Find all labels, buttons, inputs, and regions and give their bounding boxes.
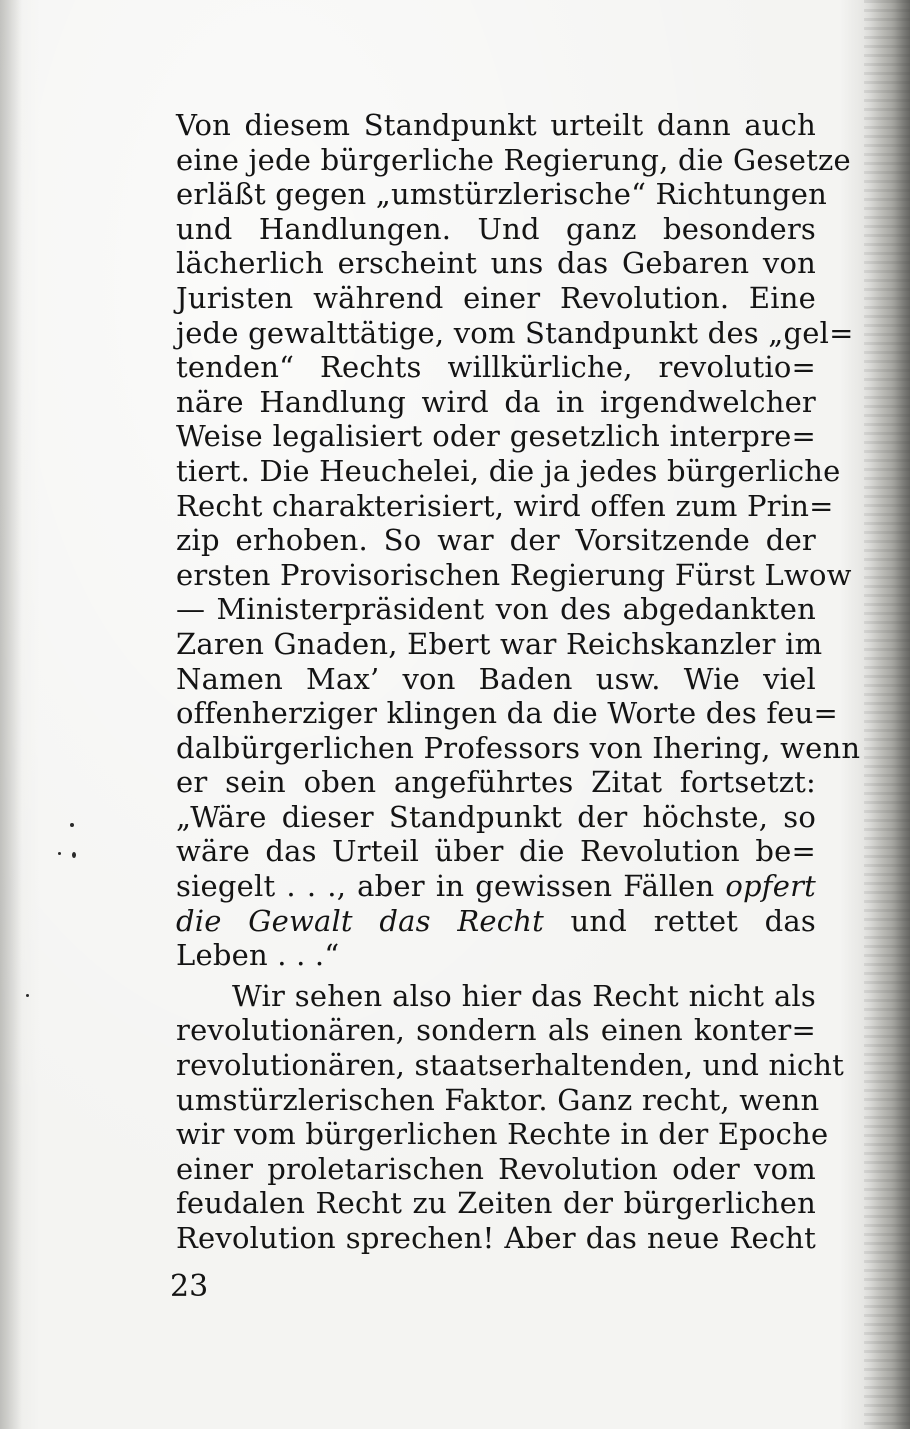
- text-line: erläßt gegen „umstürzlerische“ Richtungen: [176, 177, 827, 212]
- text-line: lächerlich erscheint uns das Gebaren von: [176, 246, 816, 281]
- text-line: Recht charakterisiert, wird offen zum Prin=: [176, 488, 834, 523]
- text-line: jede gewalttätige, vom Standpunkt des „gel=: [176, 315, 854, 350]
- page-right-edge: [864, 0, 910, 1429]
- text-line: wäre das Urteil über die Revolution be=: [176, 834, 816, 869]
- text-line: — Ministerpräsident von des abgedankten: [176, 592, 816, 627]
- text-line: Juristen während einer Revolution. Eine: [176, 280, 816, 315]
- text-line: umstürzlerischen Faktor. Ganz recht, wenn: [176, 1082, 820, 1117]
- text-line-with-emphasis: [176, 904, 816, 939]
- text-line: zip erhoben. So war der Vorsitzende der: [176, 523, 816, 558]
- text-line: näre Handlung wird da in irgendwelcher: [176, 384, 816, 419]
- text-line: ersten Provisorischen Regierung Fürst Lwow: [176, 557, 852, 592]
- text-line: dalbürgerlichen Professors von Ihering, wenn: [176, 730, 861, 765]
- emphasis-text: die Gewalt das Recht: [176, 903, 544, 938]
- text-line: tiert. Die Heuchelei, die ja jedes bürgerliche: [176, 453, 841, 488]
- text-line: Leben . . .“: [176, 938, 340, 973]
- text-line: und Handlungen. Und ganz besonders: [176, 211, 816, 246]
- text-line: Zaren Gnaden, Ebert war Reichskanzler im: [176, 626, 823, 661]
- text-line: Revolution sprechen! Aber das neue Recht: [176, 1221, 816, 1255]
- text-line-with-emphasis: [176, 869, 816, 904]
- page-left-shadow: [0, 0, 22, 1429]
- text-line: feudalen Recht zu Zeiten der bürgerlichen: [176, 1186, 816, 1221]
- ink-speck: [72, 852, 76, 858]
- text-line: revolutionären, staatserhaltenden, und nicht: [176, 1048, 845, 1083]
- text-line: Weise legalisiert oder gesetzlich interpre=: [176, 419, 816, 454]
- page-number: 23: [170, 1269, 209, 1304]
- ink-speck: [70, 823, 74, 827]
- text-line: tenden“ Rechts willkürliche, revolutio=: [176, 350, 816, 385]
- text-line: offenherziger klingen da die Worte des feu=: [176, 696, 839, 731]
- text-line: Namen Max’ von Baden usw. Wie viel: [176, 661, 816, 696]
- text-line: wir vom bürgerlichen Rechte in der Epoche: [176, 1117, 829, 1152]
- text-segment: und rettet das: [543, 903, 816, 938]
- emphasis-text: opfert: [725, 869, 816, 904]
- body-text: [176, 108, 861, 1256]
- text-line: Von diesem Standpunkt urteilt dann auch: [176, 108, 816, 142]
- text-line: revolutionären, sondern als einen konter=: [176, 1013, 816, 1048]
- ink-speck: [58, 852, 61, 855]
- text-line: „Wäre dieser Standpunkt der höchste, so: [176, 799, 816, 834]
- text-line: er sein oben angeführtes Zitat fortsetzt:: [176, 765, 816, 800]
- text-line: eine jede bürgerliche Regierung, die Gesetze: [176, 142, 851, 177]
- ink-speck: [26, 994, 29, 997]
- text-line: Wir sehen also hier das Recht nicht als: [232, 978, 816, 1013]
- text-line: einer proletarischen Revolution oder vom: [176, 1151, 816, 1186]
- text-segment: siegelt . . ., aber in gewissen Fällen: [176, 869, 726, 904]
